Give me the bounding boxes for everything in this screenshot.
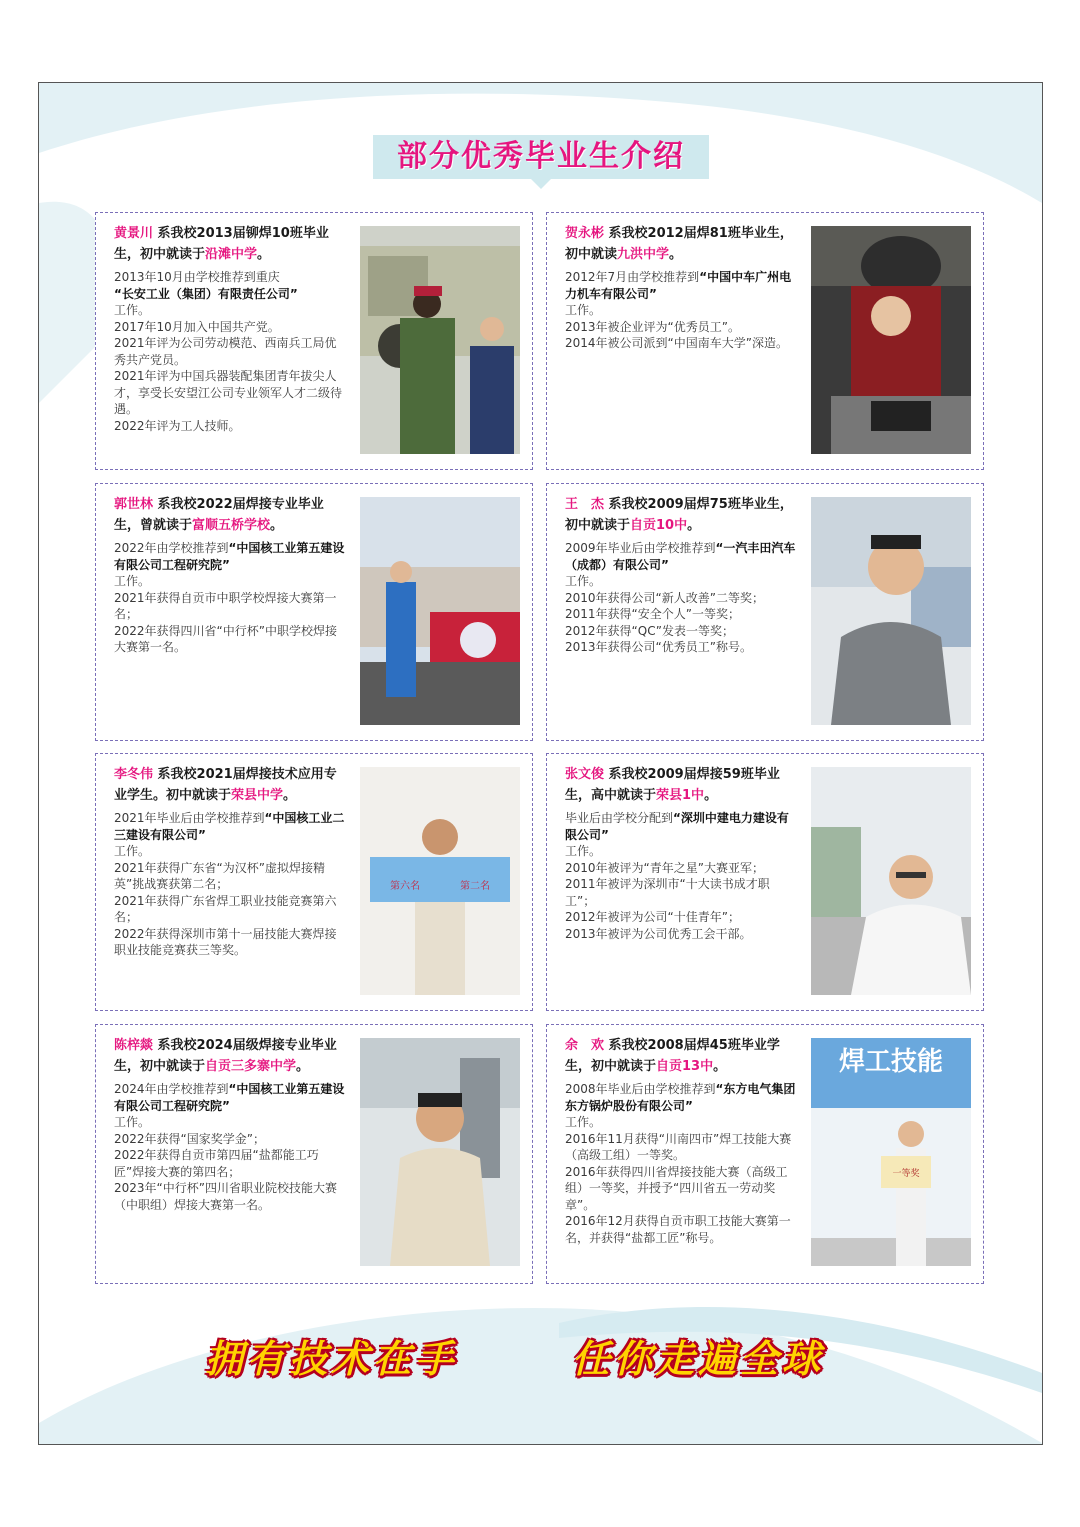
achievement-text: 2021年评为中国兵器装配集团青年拔尖人才，享受长安望江公司专业领军人才二级待遇。 (114, 369, 343, 416)
achievement-employer: “深圳中建电力建设有限公司” (565, 811, 789, 842)
achievement-text: 工作。 (114, 574, 151, 588)
achievement-text: 工作。 (114, 844, 151, 858)
graduate-text (114, 495, 346, 656)
achievement-line (114, 590, 346, 623)
achievement-text: 2023年“中行杯”四川省职业院校技能大赛（中职组）焊接大赛第一名。 (114, 1181, 337, 1212)
graduate-text (565, 495, 797, 656)
graduate-text (565, 765, 797, 942)
achievement-line (565, 909, 797, 926)
achievement-text: 工作。 (565, 1115, 602, 1129)
graduate-card (546, 483, 984, 741)
achievement-line (114, 843, 346, 860)
achievement-text: 2012年7月由学校推荐到 (565, 270, 700, 284)
graduate-achievements (114, 810, 346, 959)
graduate-school: 沿滩中学 (205, 246, 258, 262)
page-title-block (373, 135, 709, 189)
achievement-text: 工作。 (565, 574, 602, 588)
achievement-line (114, 573, 346, 590)
achievement-line (565, 540, 797, 573)
achievement-text: 2016年11月获得“川南四市”焊工技能大赛（高级工组）一等奖。 (565, 1131, 792, 1162)
achievement-line (565, 573, 797, 590)
graduate-name: 余 欢 (565, 1038, 605, 1053)
graduate-intro: 系我校2022届焊接专业毕业生，曾就读于 (114, 497, 324, 533)
achievement-text: 2011年获得“安全个人”一等奖； (565, 607, 740, 621)
achievement-text: 2012年获得“QC”发表一等奖； (565, 623, 735, 638)
achievement-line (114, 623, 346, 656)
graduate-photo (360, 497, 520, 725)
graduate-intro: 系我校2008届焊45班毕业学生，初中就读于 (565, 1038, 780, 1074)
achievement-text: 工作。 (114, 303, 151, 317)
graduate-name: 贺永彬 (565, 226, 605, 241)
graduate-heading (114, 1036, 346, 1077)
achievement-line (565, 1213, 797, 1246)
achievement-line (114, 286, 346, 303)
graduate-intro: 系我校2009届焊75班毕业生，初中就读于 (565, 497, 793, 533)
graduate-intro: 系我校2024届级焊接专业毕业生，初中就读于 (114, 1038, 337, 1074)
achievement-line (565, 302, 797, 319)
graduate-name: 郭世林 (114, 497, 154, 512)
graduate-photo (811, 767, 971, 995)
graduate-school: 自贡三多寨中学 (205, 1058, 297, 1074)
graduate-intro-end: 。 (270, 517, 284, 533)
graduate-intro-end: 。 (713, 1058, 727, 1074)
graduate-achievements (565, 269, 797, 352)
graduate-card (95, 753, 533, 1011)
achievement-text: 毕业后由学校分配到 (565, 811, 674, 825)
graduate-heading (114, 765, 346, 806)
achievement-line (114, 368, 346, 418)
graduate-intro-end: 。 (669, 246, 683, 262)
achievement-line (114, 1114, 346, 1131)
graduate-school: 荣县1中 (656, 787, 705, 803)
achievement-line (565, 606, 797, 623)
graduate-achievements (114, 269, 346, 434)
achievement-text: 2008年毕业后由学校推荐到 (565, 1082, 716, 1096)
graduate-achievements (565, 1081, 797, 1246)
achievement-text: 2022年获得自贡市第四届“盐都能工巧匠”焊接大赛的第四名； (114, 1148, 319, 1179)
achievement-line (565, 590, 797, 607)
achievement-employer: “中国中车广州电力机车有限公司” (565, 270, 792, 301)
achievement-text: 2022年获得“国家奖学金”； (114, 1131, 265, 1146)
graduate-name: 王 杰 (565, 497, 605, 512)
graduate-school: 九洪中学 (617, 246, 670, 262)
achievement-employer: “中国核工业第五建设有限公司工程研究院” (114, 541, 345, 572)
graduate-photo (360, 767, 520, 995)
achievement-text: 工作。 (565, 844, 602, 858)
achievement-line (565, 860, 797, 877)
graduate-name: 李冬伟 (114, 767, 154, 782)
achievement-text: 2016年12月获得自贡市职工技能大赛第一名，并获得“盐都工匠”称号。 (565, 1214, 791, 1245)
achievement-text: 2013年获得公司“优秀员工”称号。 (565, 640, 752, 654)
graduate-name: 黄景川 (114, 226, 154, 241)
achievement-line (565, 810, 797, 843)
achievement-text: 2013年被企业评为“优秀员工”。 (565, 319, 740, 334)
achievement-line (114, 319, 346, 336)
achievement-text: 2016年获得四川省焊接技能大赛（高级工组）一等奖，并授予“四川省五一劳动奖章”。 (565, 1164, 788, 1212)
achievement-text: 2017年10月加入中国共产党。 (114, 319, 280, 334)
achievement-line (114, 1180, 346, 1213)
graduate-heading (565, 495, 797, 536)
achievement-line (114, 860, 346, 893)
achievement-line (114, 810, 346, 843)
achievement-text: 2011年被评为深圳市“十大读书成才职工”； (565, 877, 770, 908)
achievement-line (565, 1131, 797, 1164)
achievement-text: 2010年获得公司“新人改善”二等奖； (565, 590, 764, 605)
graduate-heading (565, 765, 797, 806)
graduate-photo (811, 1038, 971, 1266)
graduate-card (95, 1024, 533, 1284)
achievement-line (114, 335, 346, 368)
graduate-school: 荣县中学 (231, 787, 284, 803)
graduate-heading (114, 495, 346, 536)
page-title: 部分优秀毕业生介绍 (397, 139, 685, 174)
graduate-heading (565, 224, 797, 265)
achievement-text: 2021年获得广东省“为汉杯”虚拟焊接精英”挑战赛获第二名； (114, 860, 325, 891)
graduate-card (95, 212, 533, 470)
graduate-text (565, 1036, 797, 1246)
achievement-line (114, 540, 346, 573)
achievement-text: 2022年由学校推荐到 (114, 541, 229, 555)
achievement-line (565, 843, 797, 860)
graduate-photo (360, 1038, 520, 1266)
achievement-line (565, 335, 797, 352)
graduate-school: 富顺五桥学校 (192, 517, 271, 533)
achievement-text: 工作。 (565, 303, 602, 317)
graduate-intro-end: 。 (283, 787, 297, 803)
achievement-line (114, 418, 346, 435)
graduate-intro: 系我校2021届焊接技术应用专业学生。初中就读于 (114, 767, 337, 803)
banner-right-rank: 第二名 (460, 881, 490, 892)
achievement-text: 2021年毕业后由学校推荐到 (114, 811, 265, 825)
achievement-line (114, 302, 346, 319)
achievement-line (565, 1081, 797, 1114)
achievement-text: 2013年10月由学校推荐到重庆 (114, 270, 280, 284)
achievement-text: 2022年获得四川省“中行杯”中职学校焊接大赛第一名。 (114, 623, 337, 654)
graduate-name: 张文俊 (565, 767, 605, 782)
achievement-text: 2014年被公司派到“中国南车大学”深造。 (565, 336, 788, 350)
achievement-employer: “中国核工业第五建设有限公司工程研究院” (114, 1082, 345, 1113)
graduate-heading (565, 1036, 797, 1077)
achievement-text: 2022年获得深圳市第十一届技能大赛焊接职业技能竞赛获三等奖。 (114, 926, 337, 957)
achievement-line (114, 1131, 346, 1148)
achievement-text: 2024年由学校推荐到 (114, 1082, 229, 1096)
achievement-line (114, 1081, 346, 1114)
graduate-achievements (114, 540, 346, 656)
achievement-text: 2013年被评为公司优秀工会干部。 (565, 926, 752, 941)
achievement-line (565, 639, 797, 656)
achievement-line (114, 1147, 346, 1180)
achievement-text: 工作。 (114, 1115, 151, 1129)
achievement-text: 2021年获得广东省焊工职业技能竞赛第六名； (114, 893, 337, 924)
graduate-intro-end: 。 (296, 1058, 310, 1074)
graduate-photo (360, 226, 520, 454)
achievement-employer: “中国核工业二三建设有限公司” (114, 811, 345, 842)
graduate-photo (811, 497, 971, 725)
stage-banner-text: 焊工技能 (838, 1047, 944, 1077)
achievement-line (114, 893, 346, 926)
graduate-text (565, 224, 797, 352)
graduate-heading (114, 224, 346, 265)
achievement-text: 2021年评为公司劳动模范、西南兵工局优秀共产党员。 (114, 336, 337, 367)
achievement-employer: “长安工业（集团）有限责任公司” (114, 286, 298, 301)
achievement-line (565, 876, 797, 909)
slogan-right: 任你走遍全球 (572, 1336, 825, 1381)
graduate-text (114, 765, 346, 959)
graduate-intro: 系我校2009届焊接59班毕业生，高中就读于 (565, 767, 780, 803)
slogan-left: 拥有技术在手 (205, 1336, 458, 1381)
achievement-line (114, 269, 346, 286)
achievement-line (565, 1164, 797, 1214)
banner-left-rank: 第六名 (390, 881, 420, 892)
graduate-text (114, 224, 346, 434)
achievement-text: 2022年评为工人技师。 (114, 418, 241, 433)
achievement-line (565, 269, 797, 302)
graduate-intro-end: 。 (257, 246, 271, 262)
achievement-employer: “一汽丰田汽车（成都）有限公司” (565, 541, 796, 572)
achievement-employer: “东方电气集团东方锅炉股份有限公司” (565, 1082, 796, 1113)
achievement-line (565, 319, 797, 336)
achievement-text: 2021年获得自贡市中职学校焊接大赛第一名； (114, 590, 337, 621)
achievement-text: 2012年被评为公司“十佳青年”； (565, 910, 740, 924)
graduate-achievements (114, 1081, 346, 1213)
achievement-line (565, 926, 797, 943)
graduate-card (546, 1024, 984, 1284)
graduate-photo (811, 226, 971, 454)
graduate-text (114, 1036, 346, 1213)
graduate-achievements (565, 540, 797, 656)
achievement-line (565, 1114, 797, 1131)
graduate-intro: 系我校2013届铆焊10班毕业生，初中就读于 (114, 226, 329, 262)
achievement-line (565, 623, 797, 640)
achievement-line (114, 926, 346, 959)
certificate-text: 一等奖 (892, 1169, 920, 1179)
graduate-card (546, 212, 984, 470)
graduate-card (95, 483, 533, 741)
graduate-school: 自贡10中 (630, 517, 688, 533)
graduate-name: 陈梓燚 (114, 1038, 154, 1053)
graduate-intro-end: 。 (704, 787, 718, 803)
graduate-achievements (565, 810, 797, 942)
graduate-intro: 系我校2012届焊81班毕业生，初中就读 (565, 226, 793, 262)
graduate-card (546, 753, 984, 1011)
achievement-text: 2009年毕业后由学校推荐到 (565, 541, 716, 555)
graduate-school: 自贡13中 (656, 1058, 714, 1074)
achievement-text: 2010年被评为“青年之星”大赛亚军； (565, 860, 764, 875)
graduate-intro-end: 。 (687, 517, 701, 533)
